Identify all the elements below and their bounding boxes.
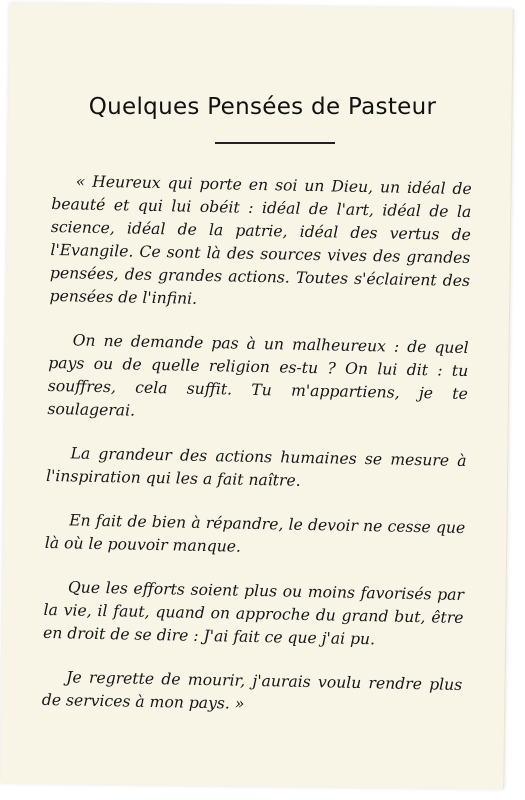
- quote-paragraph: « Heureux qui porte en soi un Dieu, un idéal de beauté et qui lui obéit : idéal de l'art, idéal de la science, idéal de la patrie, idéal des vertus de l'Evangile. Ce sont là des sources vives des grandes pensées, des grandes actions. Toutes s'éclairent des pensées de l'infini.: [49, 172, 472, 308]
- quote-paragraph: Je regrette de mourir, j'aurais voulu rendre plus de services à mon pays. »: [41, 668, 463, 713]
- quote-paragraph: Que les efforts soient plus ou moins favorisés par la vie, il faut, quand on approche du grand but, être en droit de se dire : J'ai fait ce que j'ai pu.: [42, 578, 465, 649]
- quote-paragraph: En fait de bien à répandre, le devoir ne cesse que là où le pouvoir manque.: [44, 511, 466, 556]
- quotes-body: [41, 170, 472, 741]
- quote-paragraph: La grandeur des actions humaines se mesure à l'inspiration qui les a fait naître.: [45, 444, 467, 490]
- title-underline: [215, 142, 335, 144]
- page-title: Quelques Pensées de Pasteur: [88, 94, 437, 120]
- quote-paragraph: On ne demande pas à un malheureux : de quel pays ou de quelle religion es-tu ? On lui dit : tu souffres, cela suffit. Tu m'appartiens, je te soulagerai.: [47, 331, 469, 420]
